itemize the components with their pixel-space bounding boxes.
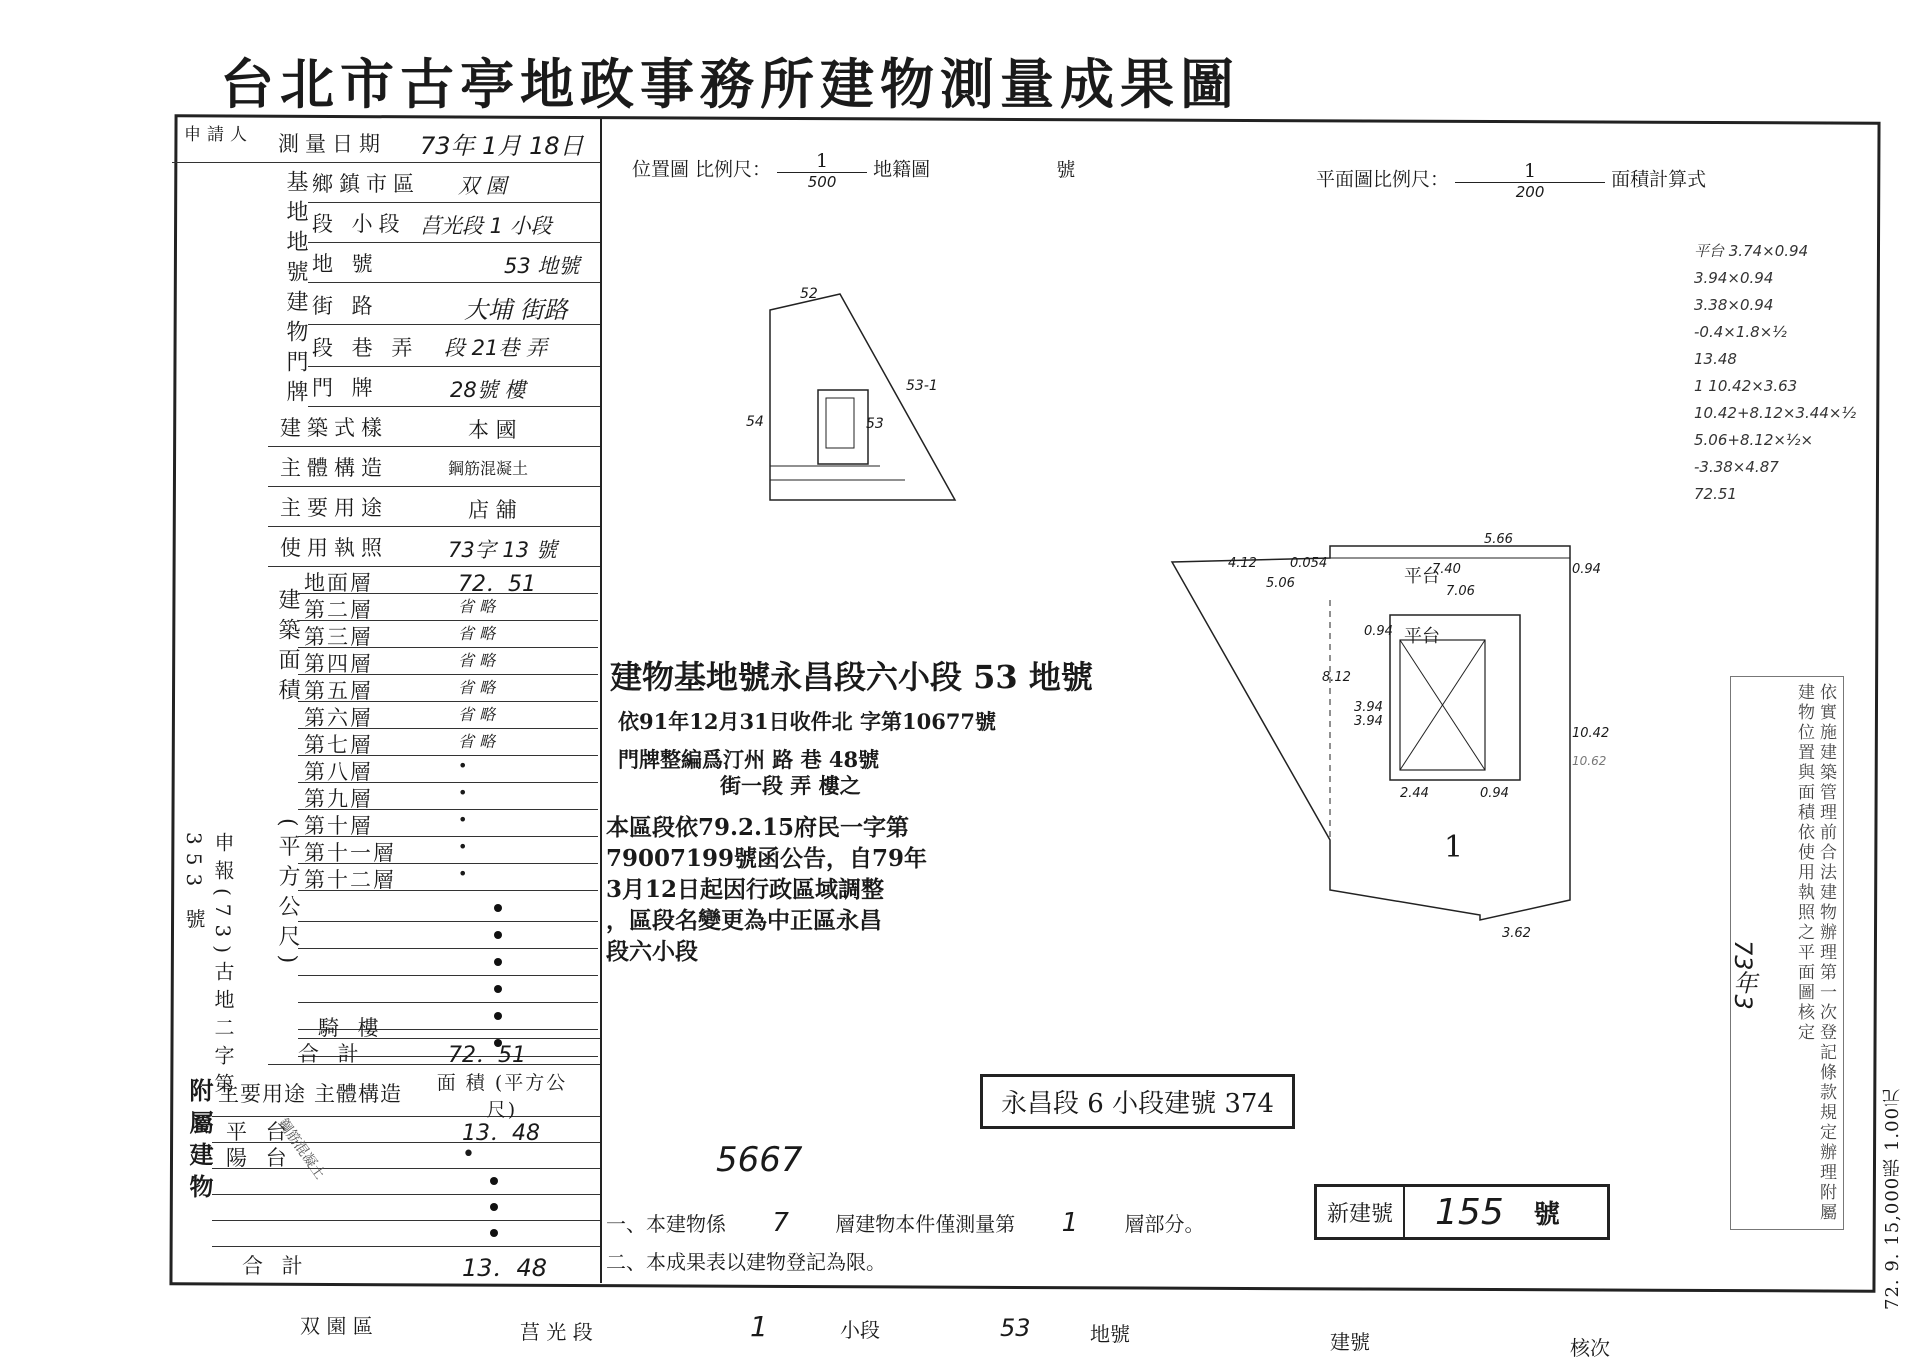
location-map-parcel	[770, 294, 955, 500]
new-build-label: 新建號	[1317, 1187, 1405, 1237]
loc-label-53-1: 53-1	[906, 378, 938, 394]
lane-row	[308, 324, 600, 367]
printer-note: 72. 9. 15,000張 1.00元	[1882, 1087, 1903, 1310]
base-number-stamp: 建物基地號永昌段六小段 53 地號	[610, 658, 1093, 696]
area-formula-label: 面積計算式	[1611, 168, 1707, 191]
notice-line: 3月12日起因行政區域調整	[606, 876, 885, 903]
plan-dim-11: 3.94	[1354, 714, 1383, 729]
plan-top-platform-label: 平台	[1404, 566, 1440, 587]
floor-area: 省 略	[458, 705, 496, 724]
location-map	[730, 280, 990, 510]
floor-row	[298, 809, 598, 837]
location-label: 位置圖 比例尺：	[632, 158, 772, 181]
street-row	[308, 282, 600, 325]
structure-value: 鋼筋混凝土	[448, 459, 529, 478]
notice-line: 段六小段	[606, 938, 698, 965]
footer-check-label: 核次	[1570, 1336, 1610, 1360]
notice-line: 79007199號函公告，自79年	[606, 845, 928, 872]
plan-dim-10: 3.94	[1354, 700, 1383, 715]
section-value: 莒光段 1 小段	[420, 214, 552, 238]
empty-dot	[494, 958, 502, 966]
floor-area: •	[458, 837, 468, 856]
new-build-value: 155	[1435, 1191, 1504, 1233]
plan-scale-denominator: 200	[1515, 183, 1545, 201]
empty-dot	[490, 1229, 498, 1237]
annex-total-row	[212, 1248, 600, 1282]
annex-label: 附屬建物	[185, 1078, 214, 1206]
new-build-suffix: 號	[1533, 1199, 1560, 1230]
plan-scale-label: 平面圖比例尺：	[1316, 168, 1450, 191]
calc-line: -3.38×4.87	[1694, 458, 1779, 476]
note-line-1-post: 層部分。	[1124, 1212, 1205, 1236]
survey-date-label: 測量日期	[278, 132, 386, 156]
note-line-1-mid: 層建物本件僅測量第	[835, 1212, 1016, 1236]
area-calculation	[1694, 238, 1894, 508]
location-scale-denominator: 500	[807, 173, 837, 191]
lane-label: 段 巷 弄	[312, 336, 419, 360]
registration-form	[172, 118, 602, 1283]
annex-total-value: 13．48	[462, 1254, 548, 1282]
annex-empty-row	[212, 1168, 600, 1195]
calc-line: 72.51	[1694, 485, 1737, 503]
annex-area: •	[462, 1142, 475, 1167]
doorplate-stamp-line1: 門牌整編爲汀州 路 巷 48號	[618, 747, 880, 772]
plan-dim-6: 0.94	[1572, 562, 1601, 577]
loc-label-54: 54	[746, 414, 764, 430]
note-line-1	[606, 1208, 1205, 1238]
permit-value: 73字 13 號	[448, 538, 557, 562]
floor-row	[298, 836, 598, 864]
plan-dim-4: 5.06	[1266, 576, 1295, 591]
footer-lot: 53	[1000, 1314, 1031, 1342]
floor-empty-row	[298, 921, 598, 949]
annex-empty-row	[212, 1220, 600, 1247]
side-note-year: 73年3	[1729, 940, 1757, 1010]
use-value: 店 舖	[468, 498, 517, 522]
permit-label: 使用執照	[280, 536, 388, 560]
floor-empty-row	[298, 894, 598, 922]
applicant-label: 申請人	[184, 125, 253, 145]
number-label: 號	[1056, 158, 1076, 181]
floor-name: 第七層	[304, 733, 373, 757]
floor-area: 72．51	[458, 572, 536, 597]
calc-line: 平台 3.74×0.94	[1694, 242, 1809, 260]
plan-dim-7: 7.06	[1446, 584, 1475, 599]
location-scale-numerator: 1	[777, 150, 867, 173]
floor-name: 第五層	[304, 679, 373, 703]
note-line-1-pre: 一、本建物係	[606, 1212, 726, 1236]
plan-outline	[1172, 546, 1570, 920]
doorplate-label: 門 牌	[312, 376, 379, 400]
permit-row	[268, 526, 600, 567]
floor-name: 第九層	[304, 787, 373, 811]
notice-line: 本區段依79.2.15府民一字第	[606, 814, 910, 841]
receipt-stamp: 依91年12月31日收件北 字第10677號	[618, 709, 997, 734]
street-value: 大埔 街路	[464, 296, 568, 324]
doorplate-row	[308, 366, 600, 407]
location-map-inner	[826, 398, 854, 448]
plan-dim-12: 10.42	[1572, 726, 1610, 741]
annex-col-structure: 主體構造	[314, 1082, 402, 1106]
township-row	[308, 162, 600, 203]
calc-line: 1 10.42×3.63	[1694, 377, 1798, 395]
empty-dot	[494, 931, 502, 939]
total-row	[268, 1038, 600, 1068]
plan-dim-14: 2.44	[1400, 786, 1429, 801]
floor-plan	[1170, 540, 1590, 940]
note-line-2: 二、本成果表以建物登記為限。	[606, 1250, 886, 1274]
plan-dim-1: 4.12	[1228, 556, 1257, 571]
survey-date-value: 73年 1月 18日	[420, 132, 584, 160]
lot-value: 53 地號	[504, 254, 580, 278]
floor-name: 第六層	[304, 706, 373, 730]
floor-row	[298, 566, 598, 597]
style-row	[268, 406, 600, 447]
annex-header-row	[212, 1064, 600, 1121]
footer-lot-label: 地號	[1090, 1322, 1130, 1346]
total-label: 合 計	[298, 1042, 365, 1066]
plan-dim-5: 7.40	[1432, 562, 1461, 577]
calc-line: -0.4×1.8×½	[1694, 323, 1787, 341]
floor-area: 省 略	[458, 597, 496, 616]
calc-line: 3.38×0.94	[1694, 296, 1774, 314]
empty-dot	[490, 1203, 498, 1211]
floor-area: 省 略	[458, 624, 496, 643]
floor-name: 第八層	[304, 760, 373, 784]
footer-section-no: 1	[750, 1310, 768, 1343]
floor-area: 省 略	[458, 651, 496, 670]
structure-label: 主體構造	[280, 456, 388, 480]
footer-section: 莒 光 段	[520, 1320, 593, 1344]
handwritten-number: 5667	[716, 1140, 803, 1180]
plan-scale-numerator: 1	[1455, 160, 1605, 183]
plan-dim-8: 0.94	[1364, 624, 1393, 639]
annex-structure-value: 鋼筋混凝土	[274, 1115, 328, 1183]
house-no-label: 建物門牌	[283, 290, 308, 410]
calc-line: 3.94×0.94	[1694, 269, 1774, 287]
area-unit-label: (平方公尺)	[275, 818, 300, 972]
annex-use: 平 台	[226, 1120, 293, 1144]
note-floors-total: 7	[772, 1208, 789, 1238]
use-label: 主要用途	[280, 496, 388, 520]
annex-area: 13．48	[462, 1121, 540, 1146]
street-label: 街 路	[312, 294, 379, 318]
annex-empty-row	[212, 1194, 600, 1221]
annex-col-area: 面 積 (平方公尺)	[436, 1072, 568, 1121]
annex-row	[212, 1142, 600, 1169]
floor-area: •	[458, 864, 468, 883]
side-note-text: 依實施建築管理前合法建物辦理第一次登記條款規定辦理附屬建物位置與面積依使用執照之平面圖核定	[1794, 683, 1836, 1223]
annex-use: 陽 台	[226, 1146, 293, 1170]
style-label: 建築式樣	[280, 416, 388, 440]
floor-row	[298, 593, 598, 621]
floor-name: 第四層	[304, 652, 373, 676]
plan-dim-16: 3.62	[1502, 926, 1531, 941]
calc-line: 5.06+8.12×½×	[1694, 431, 1814, 449]
empty-dot	[494, 904, 502, 912]
township-label: 鄉鎮市區	[312, 172, 420, 196]
lane-value: 段 21巷 弄	[444, 336, 548, 360]
building-number-stamp: 永昌段 6 小段建號 374	[980, 1074, 1295, 1129]
floor-row	[298, 728, 598, 756]
location-map-header	[632, 150, 1075, 191]
township-value: 双 園	[458, 174, 507, 198]
floor-row	[298, 782, 598, 810]
note-floor-measured: 1	[1061, 1208, 1079, 1238]
section-row	[308, 202, 600, 243]
lot-row	[308, 242, 600, 283]
floor-name: 第三層	[304, 625, 373, 649]
plan-dim-13: 10.62	[1572, 754, 1607, 768]
floor-row	[298, 863, 598, 891]
floor-area: 省 略	[458, 732, 496, 751]
footer-subsection: 小段	[840, 1318, 880, 1342]
arcade-row	[298, 1012, 600, 1039]
annex-col-use: 主要用途	[218, 1082, 306, 1106]
use-row	[268, 486, 600, 527]
structure-row	[268, 446, 600, 487]
administrative-notice-stamp	[606, 812, 927, 967]
section-label: 段 小段	[312, 212, 406, 236]
loc-label-52: 52	[800, 286, 818, 302]
doorplate-value: 28號 樓	[450, 378, 526, 402]
footer-build-no-label: 建號	[1330, 1330, 1370, 1354]
footer-district: 双 園 區	[300, 1314, 373, 1338]
permit-side-note: 申報(73)古地二字第 353 號	[182, 832, 235, 1102]
annex-row	[212, 1116, 600, 1146]
floor-area: •	[458, 783, 468, 802]
plan-dim-9: 8.12	[1322, 670, 1351, 685]
lot-label: 地 號	[312, 252, 379, 276]
floor-row	[298, 701, 598, 729]
document-title: 台北市古亭地政事務所建物測量成果圖	[220, 52, 1240, 116]
calc-line: 13.48	[1694, 350, 1737, 368]
plan-dim-2: 0.054	[1290, 556, 1328, 571]
loc-label-53: 53	[866, 416, 884, 432]
floor-empty-row	[298, 975, 598, 1003]
area-section-label: 建築面積	[275, 588, 300, 708]
plan-unit-number: 1	[1444, 830, 1464, 865]
floor-name: 第十層	[304, 814, 373, 838]
floor-name: 第二層	[304, 598, 373, 622]
floor-empty-row	[298, 948, 598, 976]
cadastral-label: 地籍圖	[873, 158, 931, 181]
annex-total-label: 合 計	[242, 1254, 309, 1278]
floor-area: •	[458, 810, 468, 829]
new-build-number-stamp	[1314, 1184, 1610, 1240]
notice-line: ，區段名變更為中正區永昌	[606, 907, 882, 934]
arcade-label: 騎 樓	[318, 1016, 385, 1040]
style-value: 本 國	[468, 418, 517, 442]
plan-platform-label: 平台	[1404, 626, 1440, 647]
applicant-row	[172, 118, 600, 163]
plan-dim-3: 5.66	[1484, 532, 1513, 547]
calc-line: 10.42+8.12×3.44×½	[1694, 404, 1856, 422]
base-land-label: 基地地號	[283, 170, 308, 290]
plan-dim-15: 0.94	[1480, 786, 1509, 801]
doorplate-stamp-line2: 街一段 弄 樓之	[720, 773, 861, 798]
floor-row	[298, 620, 598, 648]
empty-dot	[490, 1177, 498, 1185]
empty-dot	[494, 985, 502, 993]
floor-area: 省 略	[458, 678, 496, 697]
floor-row	[298, 647, 598, 675]
floor-row	[298, 674, 598, 702]
floor-row	[298, 755, 598, 783]
total-value: 72．51	[448, 1043, 526, 1068]
floor-name: 第十二層	[304, 868, 396, 892]
floor-name: 地面層	[304, 571, 373, 595]
floor-name: 第十一層	[304, 841, 396, 865]
floor-area: •	[458, 756, 468, 775]
plan-header	[1316, 160, 1706, 201]
